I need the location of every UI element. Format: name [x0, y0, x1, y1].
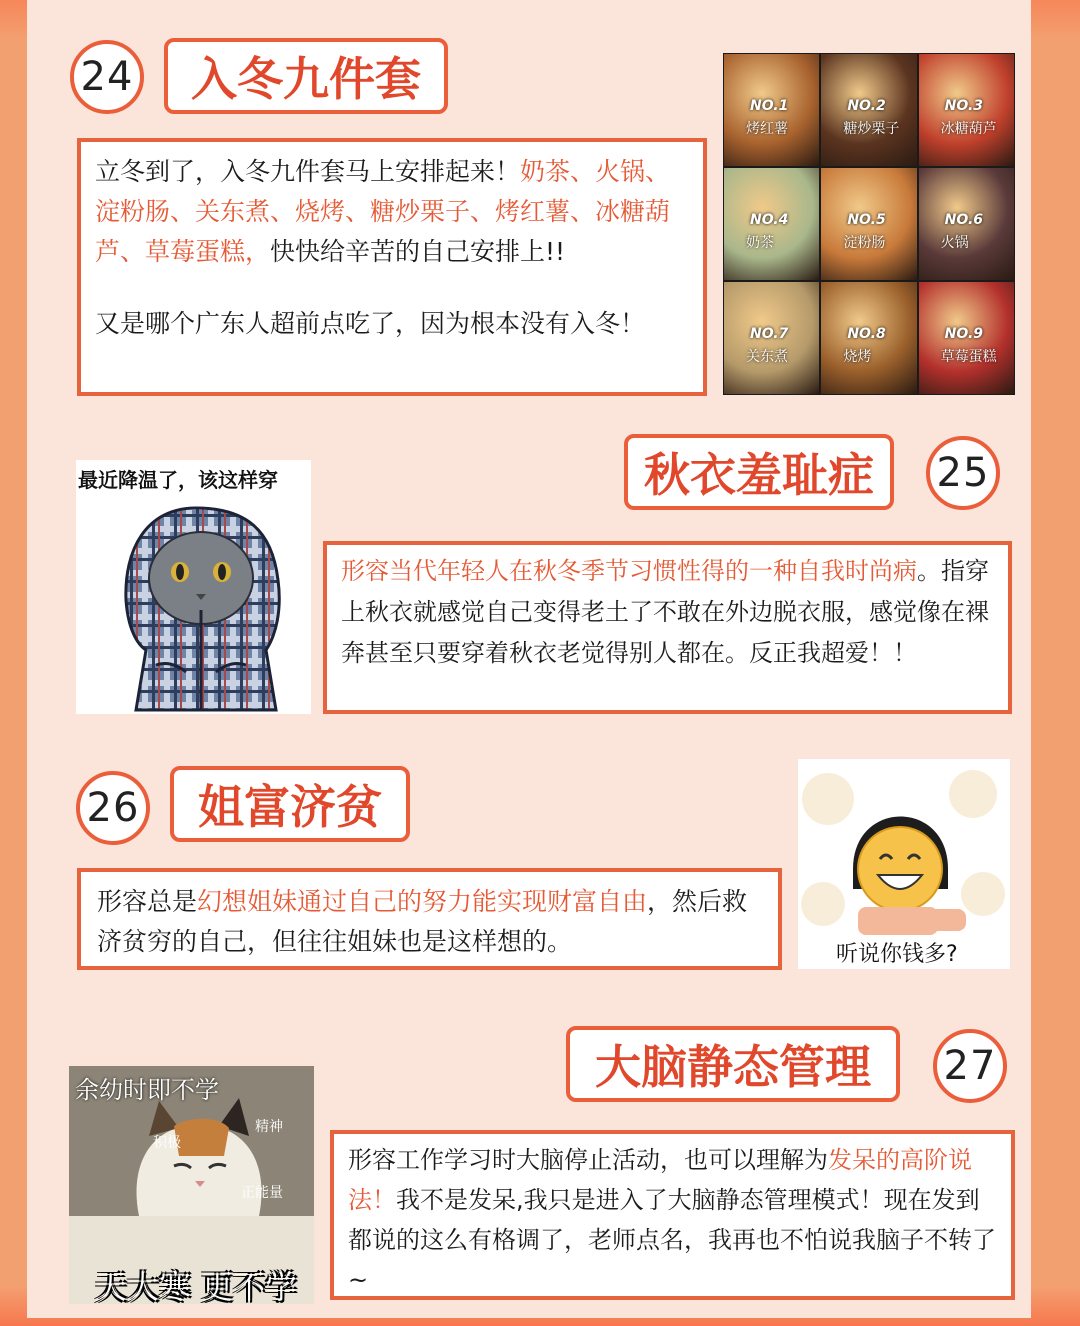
food-grid-no: NO.3 — [944, 98, 984, 114]
section-26-text-a: 形容总是 — [97, 887, 198, 916]
food-grid-no: NO.7 — [750, 326, 789, 342]
food-grid-no: NO.6 — [944, 212, 984, 228]
food-grid-no: NO.4 — [750, 212, 789, 228]
section-24-text-a: 立冬到了，入冬九件套马上安排起来！ — [95, 157, 521, 186]
section-27-number: 27 — [933, 1029, 1007, 1103]
section-26-text — [77, 868, 782, 970]
food-grid-tile — [820, 53, 917, 167]
money-emoji-caption: 听说你钱多? — [836, 942, 958, 967]
section-27-title: 大脑静态管理 — [566, 1026, 900, 1102]
food-grid-label: 烧烤 — [843, 349, 872, 365]
sleepy-cat-top-caption: 余幼时即不学 — [75, 1076, 219, 1104]
food-grid-label: 淀粉肠 — [843, 235, 886, 251]
food-grid-tile — [820, 281, 917, 395]
food-grid-label: 冰糖葫芦 — [940, 121, 997, 137]
food-grid-label: 火锅 — [940, 235, 969, 251]
food-grid-no: NO.9 — [944, 326, 984, 342]
section-25-number: 25 — [926, 436, 1000, 510]
food-grid-label: 奶茶 — [746, 235, 774, 251]
sleepy-cat-word-3: 正能量 — [241, 1185, 283, 1201]
food-grid-tile — [723, 167, 820, 281]
food-grid-label: 烤红薯 — [746, 121, 788, 137]
section-24-text-c: 又是哪个广东人超前点吃了，因为根本没有入冬！ — [95, 309, 646, 338]
food-grid-tile — [820, 167, 917, 281]
section-24-text — [77, 138, 707, 396]
food-grid-no: NO.8 — [847, 326, 886, 342]
section-24-text-highlight: 奶茶、火锅、淀粉肠、关东煮、烧烤、糖炒栗子、烤红薯、冰糖葫芦、草莓蛋糕， — [95, 157, 671, 266]
section-25-text-b: 。指穿上秋衣就感觉自己变得老土了不敢在外边脱衣服，感觉像在裸奔甚至只要穿着秋衣老觉得别人都在。反正我超爱！！ — [341, 557, 989, 667]
food-grid-tile — [723, 53, 820, 167]
section-25-text-highlight: 形容当代年轻人在秋冬季节习惯性得的一种自我时尚病 — [341, 557, 917, 585]
sleepy-cat-meme — [69, 1066, 314, 1304]
food-grid-label: 草莓蛋糕 — [940, 349, 997, 365]
section-24-text-b: 快快给辛苦的自己安排上!! — [270, 237, 566, 266]
section-24-title: 入冬九件套 — [164, 38, 448, 114]
section-26-text-highlight: 幻想姐妹通过自己的努力能实现财富自由 — [197, 887, 648, 916]
food-grid-tile — [918, 53, 1015, 167]
food-grid-tile — [723, 281, 820, 395]
food-grid-no: NO.1 — [750, 98, 789, 114]
food-grid-label: 关东煮 — [746, 349, 788, 365]
section-26-number: 26 — [76, 771, 150, 845]
section-26-title: 姐富济贫 — [170, 766, 410, 842]
food-grid-tile — [918, 167, 1015, 281]
section-24-number: 24 — [70, 40, 144, 114]
sleepy-cat-word-1: 精神 — [255, 1119, 283, 1135]
section-25-title: 秋衣羞耻症 — [624, 434, 894, 510]
money-emoji-meme — [798, 759, 1010, 969]
food-grid-label: 糖炒栗子 — [843, 121, 900, 137]
food-grid-no: NO.2 — [847, 98, 886, 114]
cat-hoodie-caption: 最近降温了，该这样穿 — [78, 468, 278, 492]
cat-hoodie-meme — [76, 460, 311, 714]
section-25-text — [323, 541, 1012, 714]
food-grid-no: NO.5 — [847, 212, 886, 228]
food-grid-tile — [918, 281, 1015, 395]
section-27-text-b: 我不是发呆,我只是进入了大脑静态管理模式！现在发到都说的这么有格调了，老师点名，我再也不怕说我脑子不转了~ — [348, 1186, 996, 1294]
section-26-text-b: ，然后救济贫穷的自己，但往往姐妹也是这样想的。 — [97, 887, 748, 956]
section-27-text-highlight: 发呆的高阶说法！ — [348, 1146, 972, 1214]
sleepy-cat-word-2: 积极 — [153, 1135, 181, 1151]
section-27-text — [330, 1130, 1015, 1300]
section-27-text-a: 形容工作学习时大脑停止活动，也可以理解为 — [348, 1146, 828, 1174]
food-grid-image — [723, 53, 1015, 395]
cat-hoodie-illustration — [76, 460, 311, 714]
sleepy-cat-bottom-caption: 天大寒 更不学 — [95, 1268, 298, 1304]
